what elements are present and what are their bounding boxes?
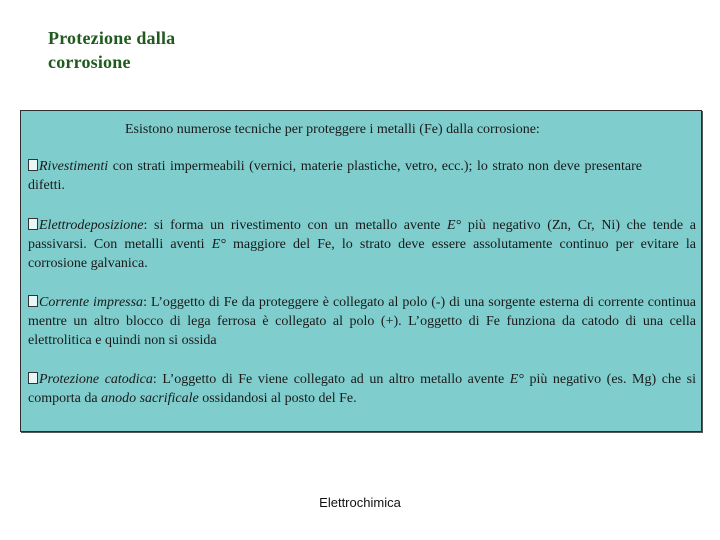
item-term: Protezione catodica — [39, 372, 153, 387]
item-term: Corrente impressa — [39, 295, 144, 310]
item-text: più negativo (Zn, Cr, Ni) che tende a passivarsi. Con metalli aventi — [28, 218, 696, 252]
item-term-anodo: anodo sacrificale — [101, 391, 199, 406]
slide-title-line-2: corrosione — [48, 52, 131, 72]
bullet-box-icon — [28, 372, 38, 384]
item-text: : L’oggetto di Fe da proteggere è collegato al polo (-) di una sorgente esterna di corrente continua mentre un altro blocco di lega ferrosa è collegato al polo (+). L’oggetto di Fe funziona da catodo di una cella elettrolitica e quindi non si ossida — [28, 295, 696, 348]
footer-label: Elettrochimica — [319, 495, 401, 510]
item-text: : L’oggetto di Fe viene collegato ad un altro metallo avente — [152, 372, 510, 387]
list-item-protezione-catodica — [28, 370, 696, 408]
content-box — [20, 110, 702, 432]
e0-symbol: E° — [509, 372, 524, 387]
list-item-rivestimenti — [28, 157, 696, 195]
item-term: Rivestimenti — [39, 159, 109, 174]
item-text: : si forma un rivestimento con un metallo avente — [143, 218, 447, 233]
e0-symbol: E° — [211, 237, 226, 252]
item-text: ossidandosi al posto del Fe. — [198, 391, 357, 406]
bullet-box-icon — [28, 159, 38, 171]
bullet-box-icon — [28, 218, 38, 230]
item-text-end: difetti. — [28, 178, 65, 193]
list-item-elettrodeposizione — [28, 216, 696, 273]
bullet-box-icon — [28, 295, 38, 307]
list-item-corrente-impressa — [28, 293, 696, 350]
item-text: più negativo (es. Mg) che si comporta da — [28, 372, 697, 406]
item-term: Elettrodeposizione — [39, 218, 144, 233]
intro-text: Esistono numerose tecniche per proteggere i metalli (Fe) dalla corrosione: — [125, 122, 540, 137]
slide-title — [48, 26, 175, 74]
item-text: maggiore del Fe, lo strato deve essere assolutamente continuo per evitare la corrosione galvanica. — [28, 237, 696, 271]
slide-title-line-1: Protezione dalla — [48, 28, 176, 48]
e0-symbol: E° — [447, 218, 462, 233]
item-text: con strati impermeabili (vernici, materie plastiche, vetro, ecc.); lo strato non deve presentare — [108, 159, 642, 174]
